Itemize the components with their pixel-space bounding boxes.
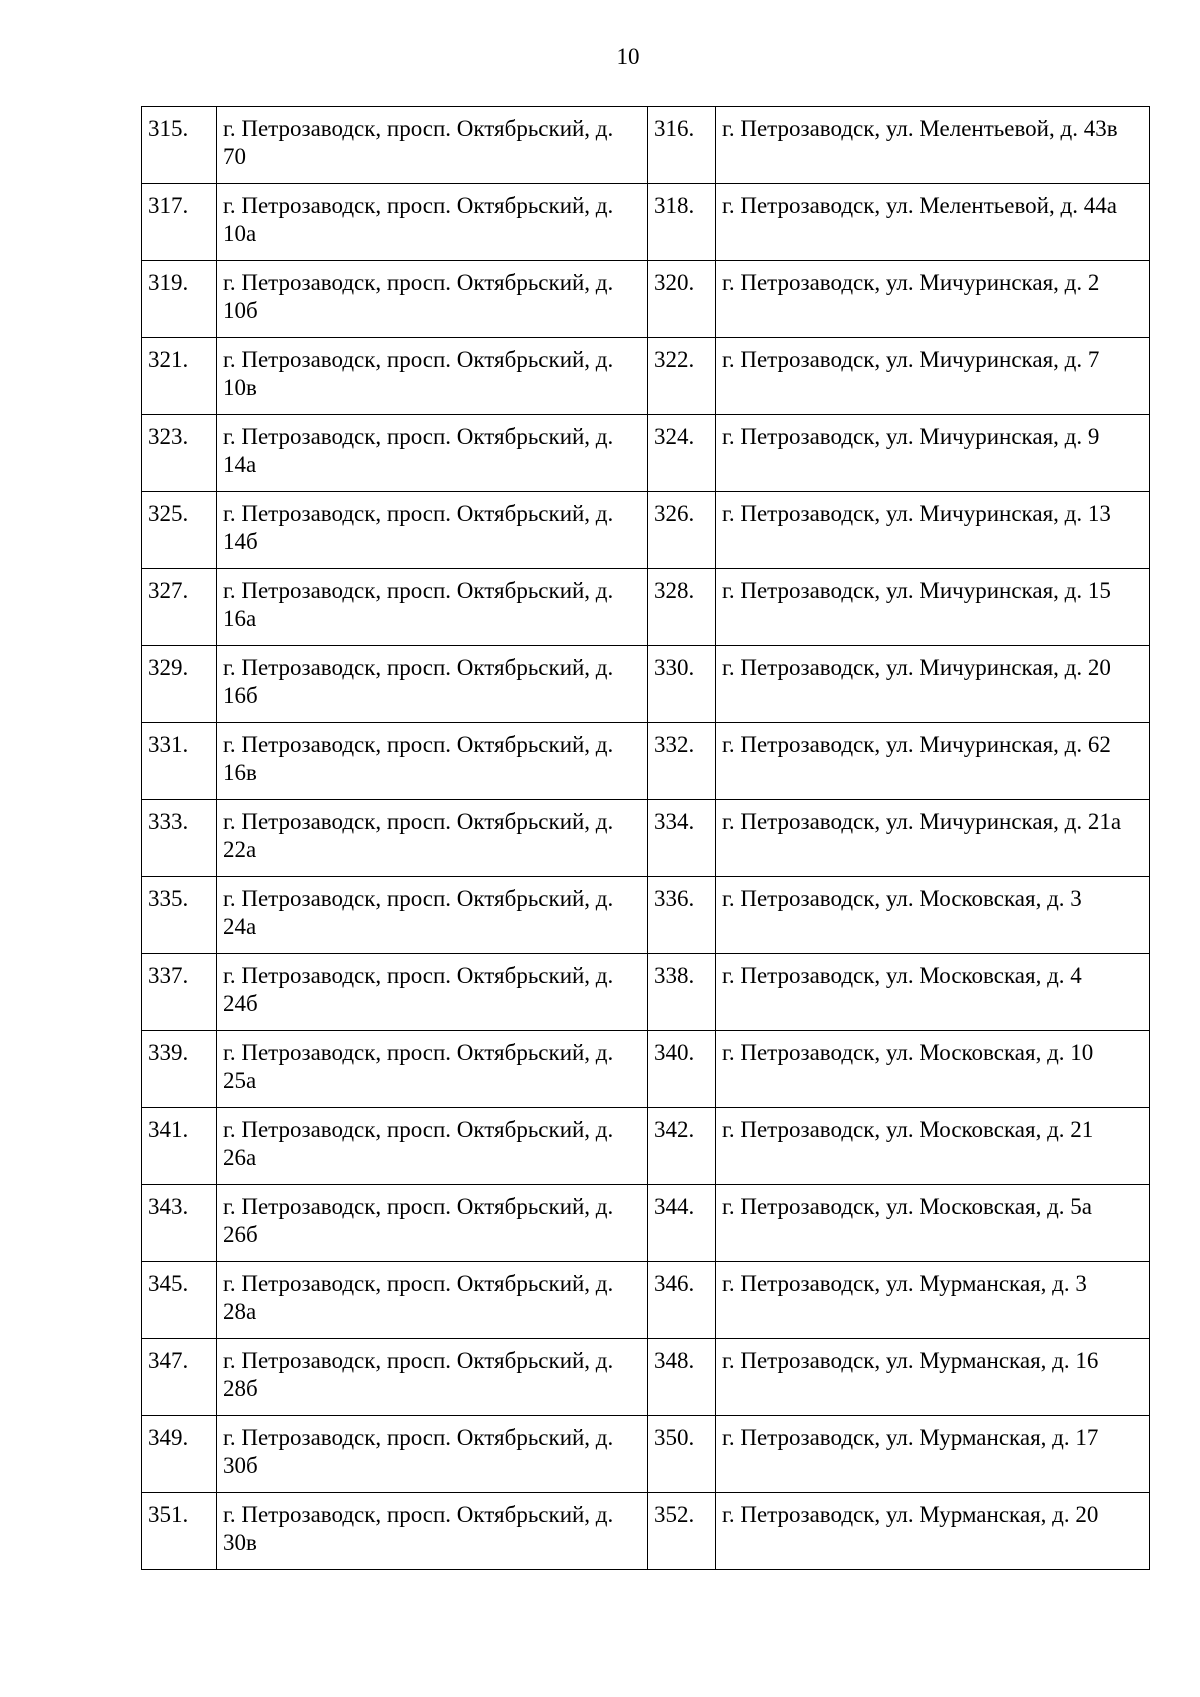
address-left: г. Петрозаводск, просп. Октябрьский, д. 30в: [217, 1493, 648, 1570]
table-row: [142, 1339, 1150, 1416]
row-number-right: 346.: [648, 1262, 716, 1339]
table-row: [142, 800, 1150, 877]
row-number-right: 340.: [648, 1031, 716, 1108]
table-row: [142, 1493, 1150, 1570]
row-number-left: 347.: [142, 1339, 217, 1416]
address-table-body: [142, 107, 1150, 1570]
row-number-left: 341.: [142, 1108, 217, 1185]
address-left: г. Петрозаводск, просп. Октябрьский, д. 22а: [217, 800, 648, 877]
address-left: г. Петрозаводск, просп. Октябрьский, д. 10а: [217, 184, 648, 261]
table-row: [142, 1416, 1150, 1493]
row-number-right: 326.: [648, 492, 716, 569]
table-row: [142, 877, 1150, 954]
address-left: г. Петрозаводск, просп. Октябрьский, д. 24б: [217, 954, 648, 1031]
row-number-right: 344.: [648, 1185, 716, 1262]
address-left: г. Петрозаводск, просп. Октябрьский, д. 10б: [217, 261, 648, 338]
address-right: г. Петрозаводск, ул. Мурманская, д. 3: [716, 1262, 1150, 1339]
row-number-right: 342.: [648, 1108, 716, 1185]
row-number-left: 339.: [142, 1031, 217, 1108]
address-right: г. Петрозаводск, ул. Мичуринская, д. 13: [716, 492, 1150, 569]
row-number-left: 331.: [142, 723, 217, 800]
row-number-right: 338.: [648, 954, 716, 1031]
row-number-right: 322.: [648, 338, 716, 415]
address-left: г. Петрозаводск, просп. Октябрьский, д. 14б: [217, 492, 648, 569]
row-number-left: 349.: [142, 1416, 217, 1493]
address-right: г. Петрозаводск, ул. Мурманская, д. 20: [716, 1493, 1150, 1570]
address-left: г. Петрозаводск, просп. Октябрьский, д. 28б: [217, 1339, 648, 1416]
row-number-left: 315.: [142, 107, 217, 184]
table-row: [142, 1262, 1150, 1339]
table-row: [142, 415, 1150, 492]
address-left: г. Петрозаводск, просп. Октябрьский, д. 14а: [217, 415, 648, 492]
table-row: [142, 1108, 1150, 1185]
table-row: [142, 646, 1150, 723]
page-number: 10: [616, 44, 640, 69]
table-row: [142, 954, 1150, 1031]
row-number-left: 333.: [142, 800, 217, 877]
table-row: [142, 107, 1150, 184]
address-right: г. Петрозаводск, ул. Мичуринская, д. 20: [716, 646, 1150, 723]
address-left: г. Петрозаводск, просп. Октябрьский, д. 26а: [217, 1108, 648, 1185]
row-number-right: 328.: [648, 569, 716, 646]
row-number-left: 321.: [142, 338, 217, 415]
table-row: [142, 1185, 1150, 1262]
row-number-right: 350.: [648, 1416, 716, 1493]
address-left: г. Петрозаводск, просп. Октябрьский, д. 26б: [217, 1185, 648, 1262]
address-right: г. Петрозаводск, ул. Мичуринская, д. 7: [716, 338, 1150, 415]
row-number-right: 330.: [648, 646, 716, 723]
row-number-right: 316.: [648, 107, 716, 184]
row-number-left: 323.: [142, 415, 217, 492]
address-right: г. Петрозаводск, ул. Мелентьевой, д. 43в: [716, 107, 1150, 184]
table-row: [142, 1031, 1150, 1108]
table-row: [142, 492, 1150, 569]
row-number-left: 337.: [142, 954, 217, 1031]
address-left: г. Петрозаводск, просп. Октябрьский, д. 30б: [217, 1416, 648, 1493]
address-left: г. Петрозаводск, просп. Октябрьский, д. 16а: [217, 569, 648, 646]
address-right: г. Петрозаводск, ул. Московская, д. 4: [716, 954, 1150, 1031]
row-number-right: 352.: [648, 1493, 716, 1570]
row-number-left: 327.: [142, 569, 217, 646]
address-right: г. Петрозаводск, ул. Московская, д. 3: [716, 877, 1150, 954]
address-right: г. Петрозаводск, ул. Мичуринская, д. 2: [716, 261, 1150, 338]
address-right: г. Петрозаводск, ул. Мичуринская, д. 21а: [716, 800, 1150, 877]
address-left: г. Петрозаводск, просп. Октябрьский, д. 70: [217, 107, 648, 184]
address-left: г. Петрозаводск, просп. Октябрьский, д. 28а: [217, 1262, 648, 1339]
address-right: г. Петрозаводск, ул. Мурманская, д. 16: [716, 1339, 1150, 1416]
address-right: г. Петрозаводск, ул. Мичуринская, д. 9: [716, 415, 1150, 492]
row-number-right: 320.: [648, 261, 716, 338]
table-row: [142, 184, 1150, 261]
row-number-left: 345.: [142, 1262, 217, 1339]
table-row: [142, 338, 1150, 415]
address-right: г. Петрозаводск, ул. Мурманская, д. 17: [716, 1416, 1150, 1493]
row-number-left: 335.: [142, 877, 217, 954]
row-number-left: 329.: [142, 646, 217, 723]
row-number-right: 334.: [648, 800, 716, 877]
row-number-left: 319.: [142, 261, 217, 338]
address-right: г. Петрозаводск, ул. Московская, д. 5а: [716, 1185, 1150, 1262]
address-right: г. Петрозаводск, ул. Мичуринская, д. 15: [716, 569, 1150, 646]
address-right: г. Петрозаводск, ул. Мелентьевой, д. 44а: [716, 184, 1150, 261]
address-left: г. Петрозаводск, просп. Октябрьский, д. 10в: [217, 338, 648, 415]
row-number-left: 325.: [142, 492, 217, 569]
row-number-right: 318.: [648, 184, 716, 261]
row-number-left: 343.: [142, 1185, 217, 1262]
address-right: г. Петрозаводск, ул. Московская, д. 21: [716, 1108, 1150, 1185]
address-left: г. Петрозаводск, просп. Октябрьский, д. 25а: [217, 1031, 648, 1108]
address-left: г. Петрозаводск, просп. Октябрьский, д. 16б: [217, 646, 648, 723]
row-number-right: 348.: [648, 1339, 716, 1416]
row-number-right: 332.: [648, 723, 716, 800]
address-right: г. Петрозаводск, ул. Московская, д. 10: [716, 1031, 1150, 1108]
table-row: [142, 261, 1150, 338]
address-left: г. Петрозаводск, просп. Октябрьский, д. 16в: [217, 723, 648, 800]
address-table: [141, 106, 1150, 1570]
address-right: г. Петрозаводск, ул. Мичуринская, д. 62: [716, 723, 1150, 800]
row-number-right: 324.: [648, 415, 716, 492]
row-number-left: 317.: [142, 184, 217, 261]
row-number-right: 336.: [648, 877, 716, 954]
table-row: [142, 723, 1150, 800]
table-row: [142, 569, 1150, 646]
row-number-left: 351.: [142, 1493, 217, 1570]
address-left: г. Петрозаводск, просп. Октябрьский, д. 24а: [217, 877, 648, 954]
